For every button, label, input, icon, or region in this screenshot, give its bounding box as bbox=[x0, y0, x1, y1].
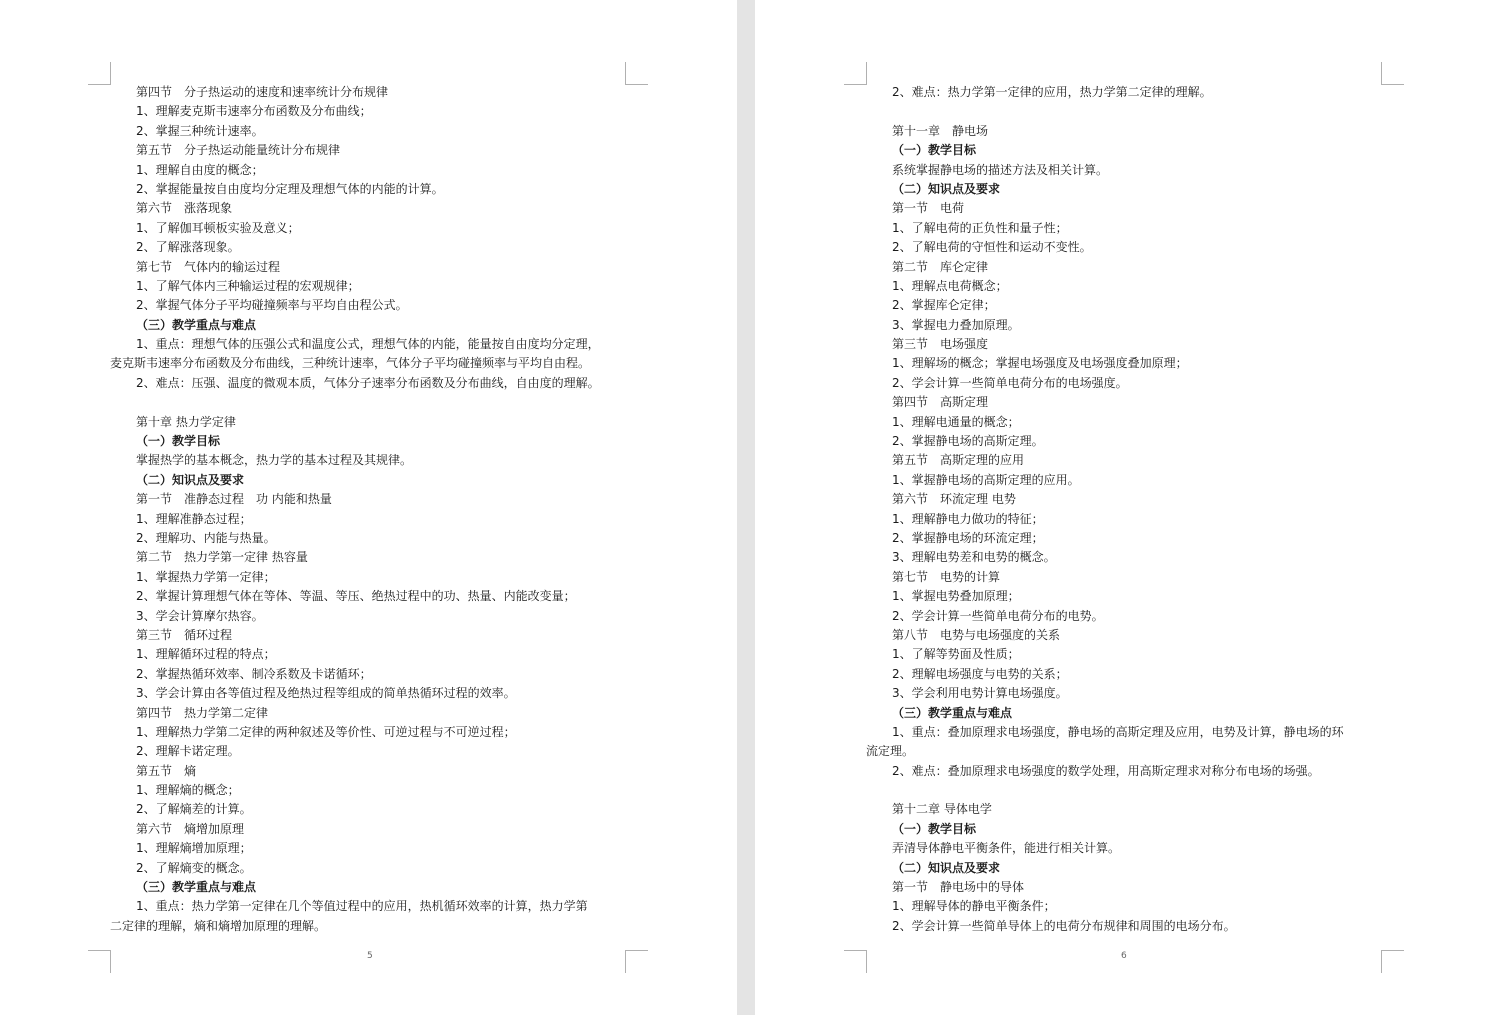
text-line: 第五节 分子热运动能量统计分布规律 bbox=[136, 143, 341, 158]
text-line: 第八节 电势与电场强度的关系 bbox=[892, 627, 1061, 642]
text-line: 第二节 库仑定律 bbox=[892, 259, 989, 274]
text-line: 1、理解导体的静电平衡条件； bbox=[892, 899, 1056, 914]
text-line: 第五节 熵 bbox=[136, 763, 197, 778]
text-line: 2、难点：压强、温度的微观本质，气体分子速率分布函数及分布曲线，自由度的理解。 bbox=[136, 375, 600, 390]
text-line: 1、掌握热力学第一定律； bbox=[136, 569, 276, 584]
text-line: 1、了解伽耳顿板实验及意义； bbox=[136, 220, 300, 235]
document-page-5 bbox=[0, 0, 737, 1015]
text-line: 第六节 涨落现象 bbox=[136, 201, 233, 216]
text-line: 1、理解熵增加原理； bbox=[136, 841, 252, 856]
section-heading: （二）知识点及要求 bbox=[892, 181, 1001, 196]
text-line: 第四节 热力学第二定律 bbox=[136, 705, 269, 720]
text-line: 第十二章 导体电学 bbox=[892, 802, 992, 817]
text-line: 2、难点：叠加原理求电场强度的数学处理，用高斯定理求对称分布电场的场强。 bbox=[892, 763, 1320, 778]
text-line: 2、掌握能量按自由度均分定理及理想气体的内能的计算。 bbox=[136, 181, 444, 196]
text-line: 1、掌握静电场的高斯定理的应用。 bbox=[892, 472, 1080, 487]
text-line: 1、理解电通量的概念； bbox=[892, 414, 1020, 429]
text-line: 流定理。 bbox=[866, 744, 915, 759]
section-heading: （一）教学目标 bbox=[136, 434, 221, 449]
text-line: 2、掌握三种统计速率。 bbox=[136, 123, 264, 138]
section-heading: （三）教学重点与难点 bbox=[892, 705, 1013, 720]
text-line: 2、了解熵变的概念。 bbox=[136, 860, 252, 875]
section-heading: （一）教学目标 bbox=[892, 143, 977, 158]
page-body bbox=[110, 83, 630, 936]
text-line: 第六节 熵增加原理 bbox=[136, 821, 245, 836]
text-line: 1、理解场的概念；掌握电场强度及电场强度叠加原理； bbox=[892, 356, 1188, 371]
text-line: 3、学会利用电势计算电场强度。 bbox=[892, 686, 1068, 701]
text-line: 二定律的理解，熵和熵增加原理的理解。 bbox=[110, 918, 327, 933]
text-line: 麦克斯韦速率分布函数及分布曲线，三种统计速率，气体分子平均碰撞频率与平均自由程。 bbox=[110, 356, 591, 371]
text-line: 3、掌握电力叠加原理。 bbox=[892, 317, 1020, 332]
crop-mark-bottom-right bbox=[1381, 950, 1404, 973]
page-number: 5 bbox=[367, 951, 373, 961]
text-line: 1、了解等势面及性质； bbox=[892, 647, 1020, 662]
text-line: 1、重点：热力学第一定律在几个等值过程中的应用，热机循环效率的计算，热力学第 bbox=[136, 899, 588, 914]
text-line: 第二节 热力学第一定律 热容量 bbox=[136, 550, 308, 565]
section-heading: （三）教学重点与难点 bbox=[136, 880, 257, 895]
text-line: 3、理解电势差和电势的概念。 bbox=[892, 550, 1056, 565]
text-line: 1、理解熵的概念； bbox=[136, 783, 240, 798]
crop-mark-bottom-left bbox=[88, 950, 111, 973]
text-line: 第十章 热力学定律 bbox=[136, 414, 236, 429]
blank-line bbox=[110, 393, 630, 412]
text-line: 第三节 循环过程 bbox=[136, 627, 233, 642]
text-line: 1、理解点电荷概念； bbox=[892, 278, 1008, 293]
text-line: 1、掌握电势叠加原理； bbox=[892, 589, 1020, 604]
text-line: 2、理解卡诺定理。 bbox=[136, 744, 240, 759]
text-line: 1、理解准静态过程； bbox=[136, 511, 252, 526]
section-heading: （三）教学重点与难点 bbox=[136, 317, 257, 332]
section-heading: （一）教学目标 bbox=[892, 821, 977, 836]
text-line: 2、学会计算一些简单电荷分布的电场强度。 bbox=[892, 375, 1128, 390]
text-line: 1、理解静电力做功的特征； bbox=[892, 511, 1044, 526]
text-line: 3、学会计算由各等值过程及绝热过程等组成的简单热循环过程的效率。 bbox=[136, 686, 516, 701]
text-line: 2、了解熵差的计算。 bbox=[136, 802, 252, 817]
text-line: 2、学会计算一些简单电荷分布的电势。 bbox=[892, 608, 1104, 623]
text-line: 弄清导体静电平衡条件，能进行相关计算。 bbox=[892, 841, 1121, 856]
text-line: 2、理解功、内能与热量。 bbox=[136, 530, 276, 545]
text-line: 第三节 电场强度 bbox=[892, 337, 989, 352]
text-line: 第七节 电势的计算 bbox=[892, 569, 1001, 584]
blank-line bbox=[866, 781, 1386, 800]
section-heading: （二）知识点及要求 bbox=[136, 472, 245, 487]
page-number: 6 bbox=[1121, 951, 1127, 961]
text-line: 1、重点：理想气体的压强公式和温度公式，理想气体的内能，能量按自由度均分定理， bbox=[136, 337, 600, 352]
text-line: 第一节 电荷 bbox=[892, 201, 965, 216]
text-line: 2、掌握静电场的高斯定理。 bbox=[892, 434, 1044, 449]
text-line: 第十一章 静电场 bbox=[892, 123, 989, 138]
text-line: 系统掌握静电场的描述方法及相关计算。 bbox=[892, 162, 1109, 177]
crop-mark-top-left bbox=[88, 62, 111, 85]
text-line: 掌握热学的基本概念，热力学的基本过程及其规律。 bbox=[136, 453, 413, 468]
text-line: 1、重点：叠加原理求电场强度，静电场的高斯定理及应用，电势及计算，静电场的环 bbox=[892, 724, 1344, 739]
page-body bbox=[866, 83, 1386, 936]
text-line: 3、学会计算摩尔热容。 bbox=[136, 608, 264, 623]
crop-mark-bottom-right bbox=[625, 950, 648, 973]
text-line: 第一节 静电场中的导体 bbox=[892, 880, 1025, 895]
text-line: 1、理解循环过程的特点； bbox=[136, 647, 276, 662]
text-line: 2、掌握静电场的环流定理； bbox=[892, 530, 1044, 545]
text-line: 2、理解电场强度与电势的关系； bbox=[892, 666, 1068, 681]
text-line: 2、掌握热循环效率、制冷系数及卡诺循环； bbox=[136, 666, 372, 681]
section-heading: （二）知识点及要求 bbox=[892, 860, 1001, 875]
text-line: 第四节 高斯定理 bbox=[892, 395, 989, 410]
text-line: 1、理解热力学第二定律的两种叙述及等价性、可逆过程与不可逆过程； bbox=[136, 724, 516, 739]
text-line: 第四节 分子热运动的速度和速率统计分布规律 bbox=[136, 85, 389, 99]
text-line: 2、了解涨落现象。 bbox=[136, 240, 240, 255]
crop-mark-top-left bbox=[844, 62, 867, 85]
crop-mark-top-right bbox=[625, 62, 648, 85]
crop-mark-bottom-left bbox=[844, 950, 867, 973]
blank-line bbox=[866, 102, 1386, 121]
crop-mark-top-right bbox=[1381, 62, 1404, 85]
text-line: 2、学会计算一些简单导体上的电荷分布规律和周围的电场分布。 bbox=[892, 918, 1236, 933]
text-line: 2、了解电荷的守恒性和运动不变性。 bbox=[892, 240, 1092, 255]
text-line: 第一节 准静态过程 功 内能和热量 bbox=[136, 492, 332, 507]
text-line: 2、难点：热力学第一定律的应用，热力学第二定律的理解。 bbox=[892, 85, 1212, 99]
document-page-6 bbox=[755, 0, 1495, 1015]
text-line: 2、掌握计算理想气体在等体、等温、等压、绝热过程中的功、热量、内能改变量； bbox=[136, 589, 576, 604]
text-line: 第七节 气体内的输运过程 bbox=[136, 259, 281, 274]
text-line: 1、了解电荷的正负性和量子性； bbox=[892, 220, 1068, 235]
text-line: 第六节 环流定理 电势 bbox=[892, 492, 1016, 507]
text-line: 1、理解自由度的概念； bbox=[136, 162, 264, 177]
text-line: 2、掌握气体分子平均碰撞频率与平均自由程公式。 bbox=[136, 298, 408, 313]
page-gutter bbox=[737, 0, 755, 1015]
text-line: 第五节 高斯定理的应用 bbox=[892, 453, 1025, 468]
text-line: 1、了解气体内三种输运过程的宏观规律； bbox=[136, 278, 360, 293]
text-line: 2、掌握库仑定律； bbox=[892, 298, 996, 313]
text-line: 1、理解麦克斯韦速率分布函数及分布曲线； bbox=[136, 104, 372, 119]
